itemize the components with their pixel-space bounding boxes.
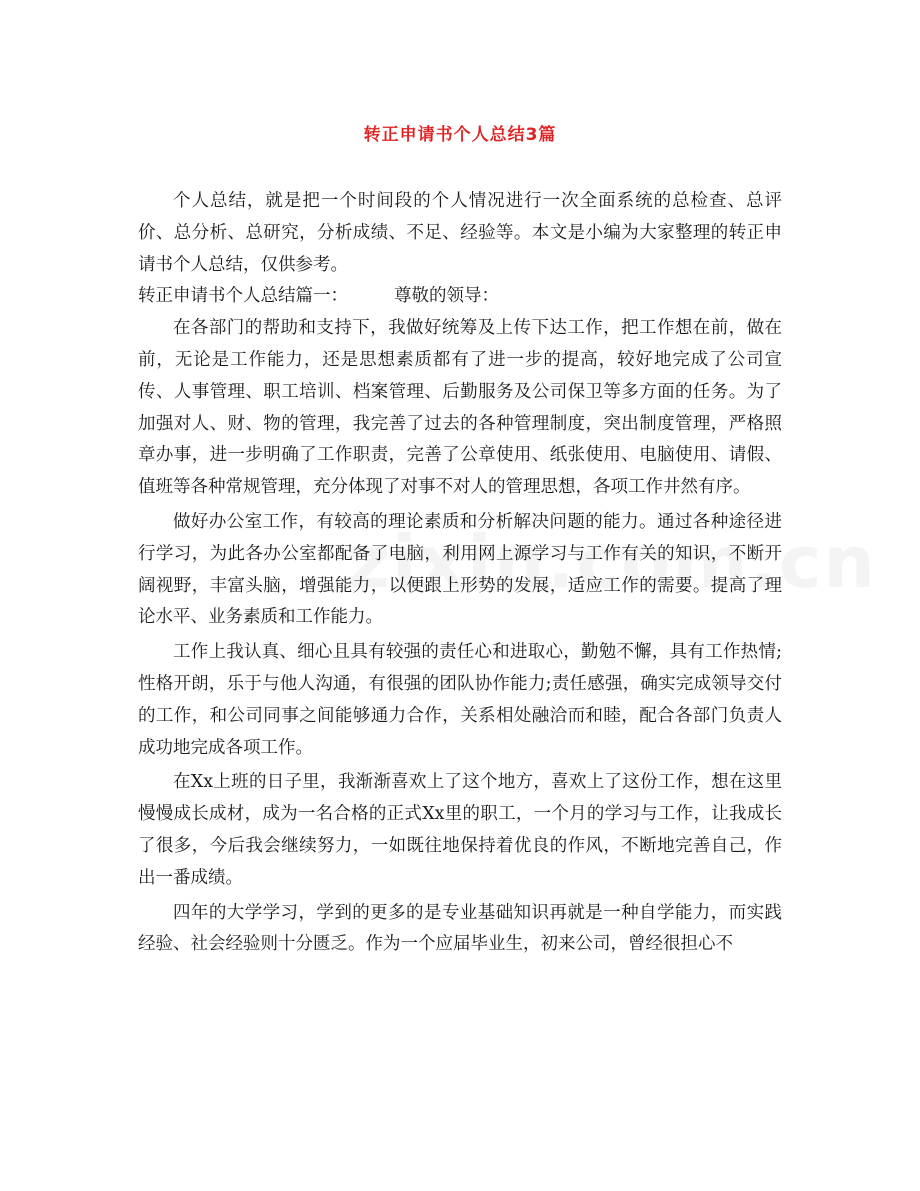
greeting: 尊敬的领导： [394, 286, 499, 307]
section-heading: 转正申请书个人总结篇一： [138, 286, 348, 307]
document-body [138, 186, 782, 961]
body-paragraph-2: 做好办公室工作，有较高的理论素质和分析解决问题的能力。通过各种途径进行学习，为此各办公室都配备了电脑，利用网上源学习与工作有关的知识，不断开阔视野，丰富头脑，增强能力，以便跟上形势的发展，适应工作的需要。提高了理论水平、业务素质和工作能力。 [138, 511, 782, 628]
intro-paragraph: 个人总结，就是把一个时间段的个人情况进行一次全面系统的总检查、总评价、总分析、总研究，分析成绩、不足、经验等。本文是小编为大家整理的转正申请书个人总结，仅供参考。 [138, 191, 782, 275]
body-paragraph-1: 在各部门的帮助和支持下，我做好统筹及上传下达工作，把工作想在前，做在前，无论是工作能力，还是思想素质都有了进一步的提高，较好地完成了公司宣传、人事管理、职工培训、档案管理、后勤服务及公司保卫等多方面的任务。为了加强对人、财、物的管理，我完善了过去的各种管理制度，突出制度管理，严格照章办事，进一步明确了工作职责，完善了公章使用、纸张使用、电脑使用、请假、值班等各种常规管理，充分体现了对事不对人的管理思想，各项工作井然有序。 [138, 318, 782, 498]
section-heading-line [138, 281, 782, 313]
body-paragraph-3: 工作上我认真、细心且具有较强的责任心和进取心，勤勉不懈，具有工作热情;性格开朗，乐于与他人沟通，有很强的团队协作能力;责任感强，确实完成领导交付的工作，和公司同事之间能够通力合作，关系相处融洽而和睦，配合各部门负责人成功地完成各项工作。 [138, 642, 782, 758]
document-title: 转正申请书个人总结3篇 [363, 125, 557, 145]
body-paragraph-5: 四年的大学学习，学到的更多的是专业基础知识再就是一种自学能力，而实践经验、社会经验则十分匮乏。作为一个应届毕业生，初来公司，曾经很担心不 [138, 902, 782, 955]
body-paragraph-4: 在Xx上班的日子里，我渐渐喜欢上了这个地方，喜欢上了这份工作，想在这里慢慢成长成材，成为一名合格的正式Xx里的职工，一个月的学习与工作，让我成长了很多，今后我会继续努力，一如既往地保持着优良的作风，不断地完善自己，作出一番成绩。 [138, 772, 782, 888]
